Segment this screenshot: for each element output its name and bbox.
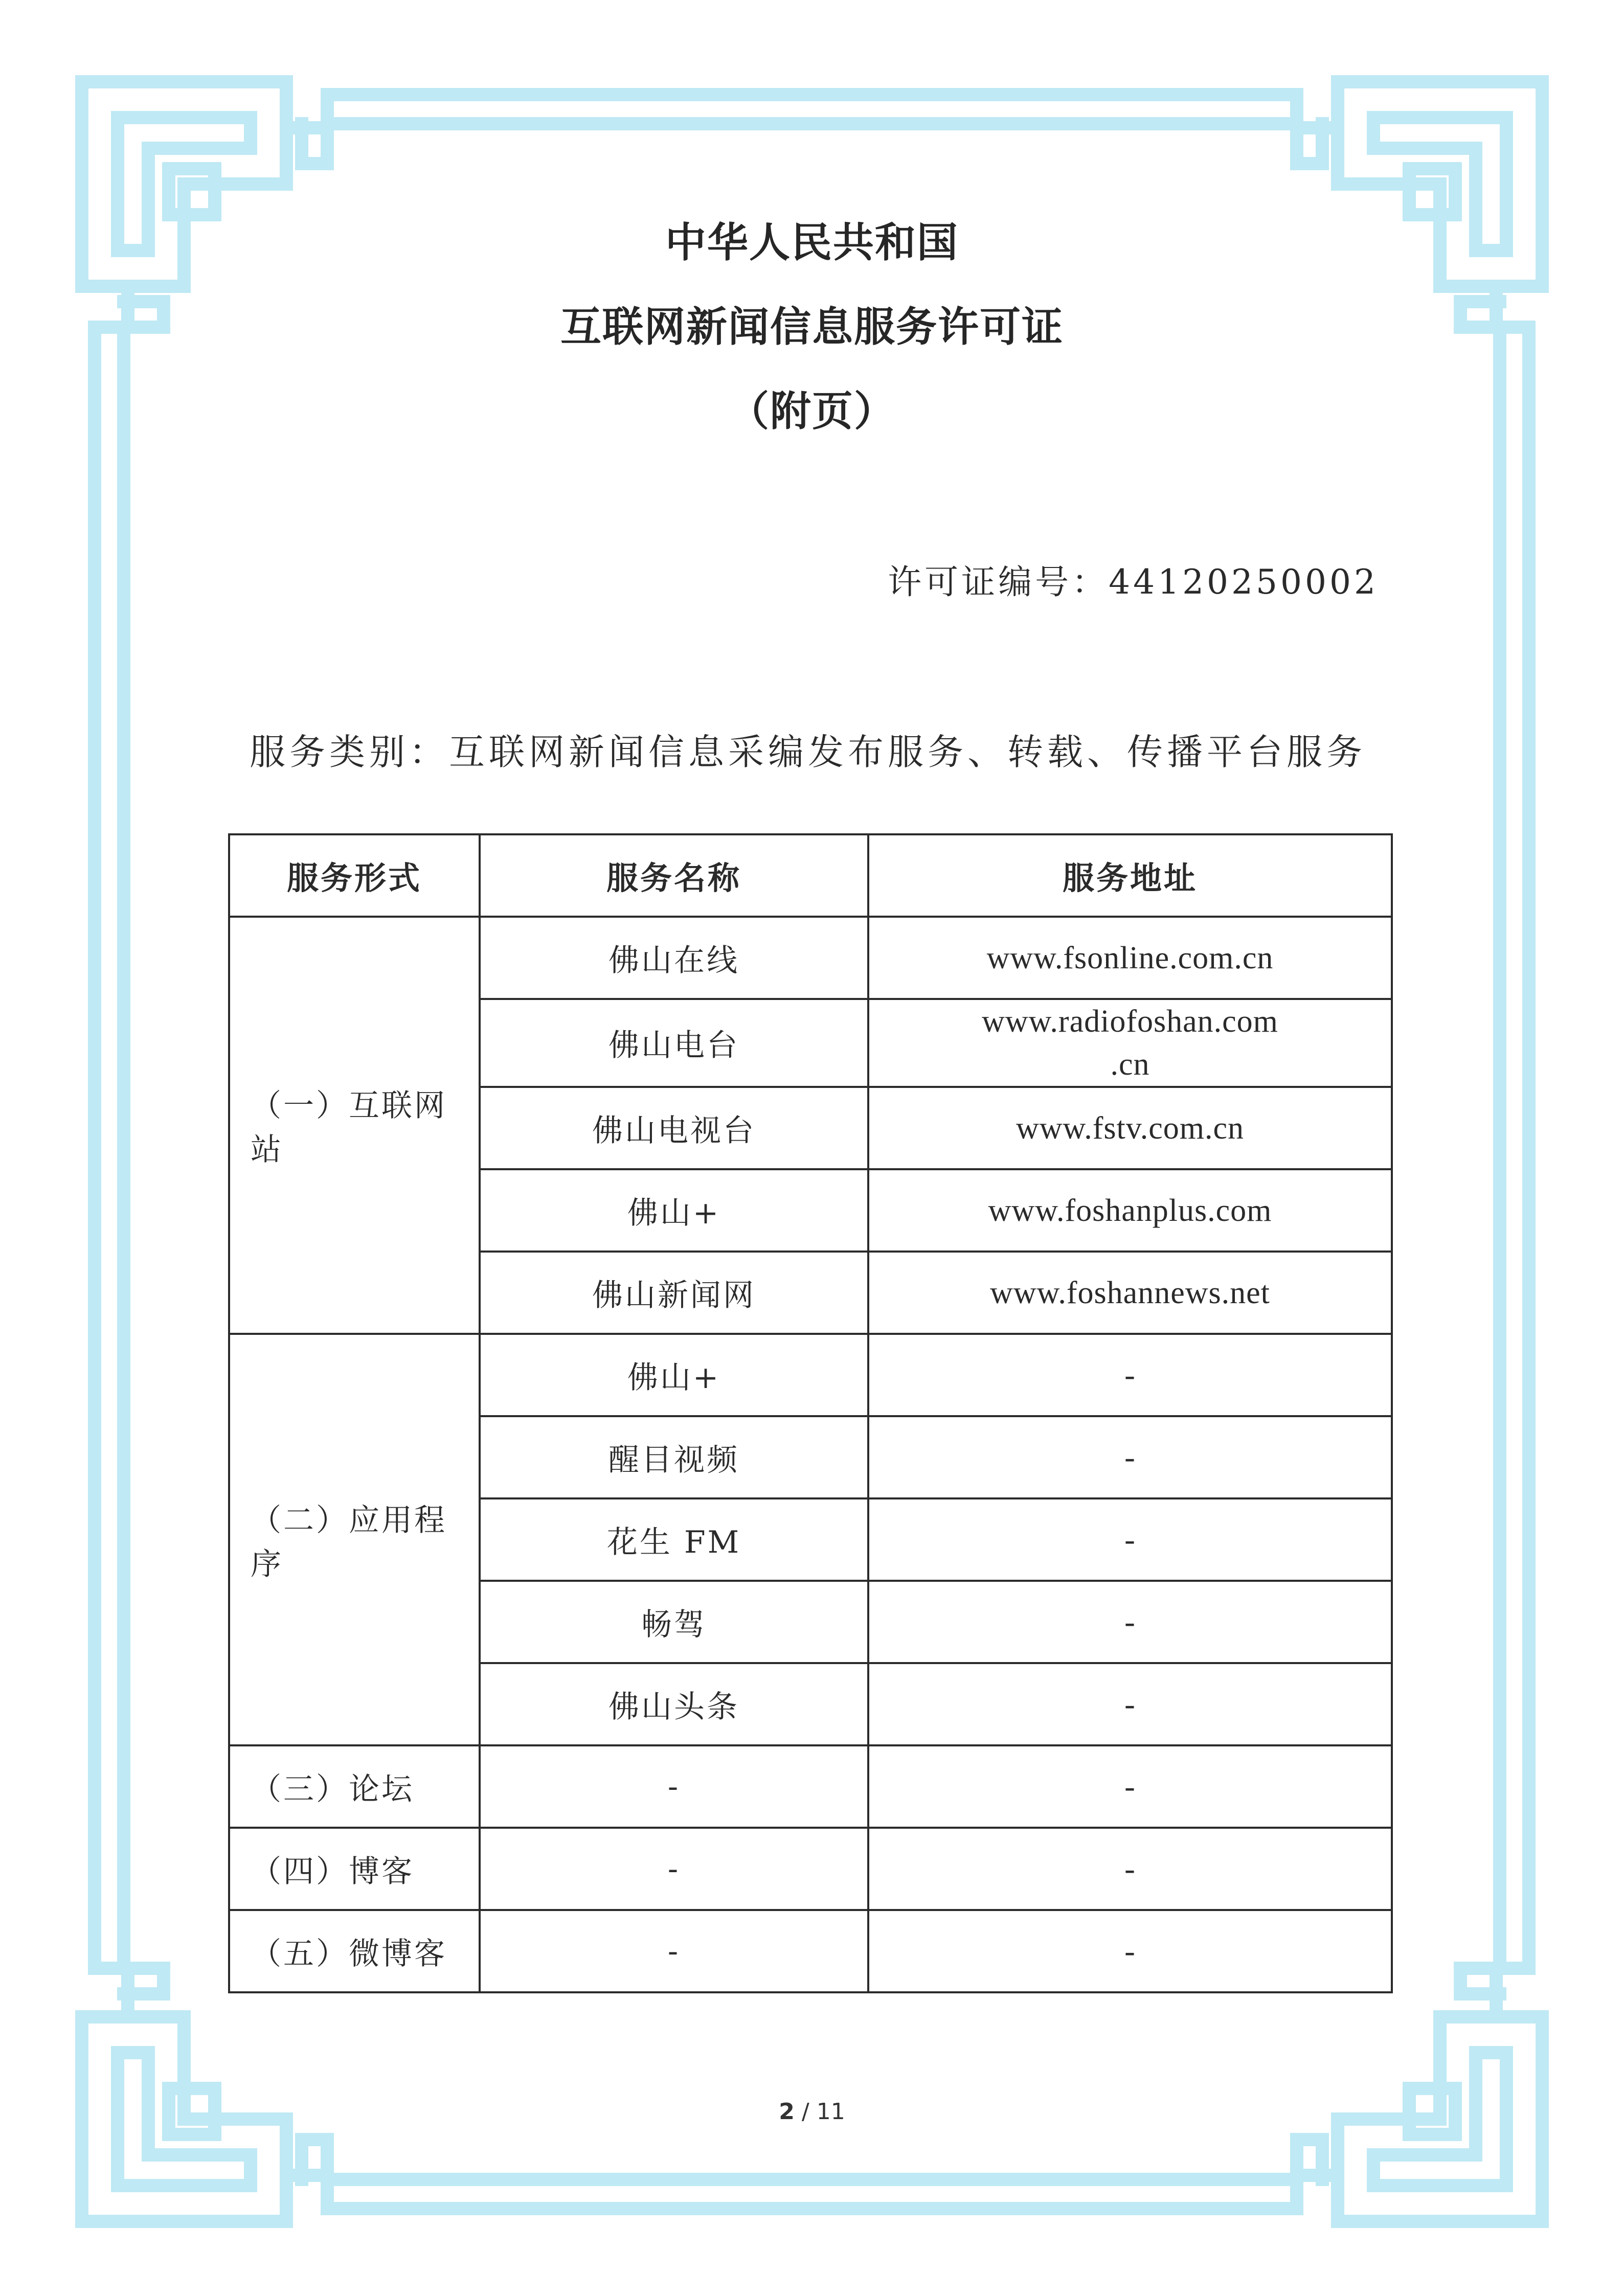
service-address: www.foshanplus.com <box>868 1169 1392 1252</box>
service-name: 佛山+ <box>480 1334 868 1416</box>
service-address: www.fsonline.com.cn <box>868 917 1392 999</box>
table-row <box>229 1334 1392 1416</box>
service-table <box>228 833 1393 1993</box>
service-address <box>868 999 1392 1087</box>
service-name: 花生 FM <box>480 1498 868 1581</box>
service-name: 佛山新闻网 <box>480 1252 868 1334</box>
service-address: - <box>868 1498 1392 1581</box>
service-name: 佛山电台 <box>480 999 868 1087</box>
page-separator: / <box>794 2099 817 2125</box>
service-address: - <box>868 1828 1392 1910</box>
table-header-row <box>229 834 1392 917</box>
service-form-microblog: （五）微博客 <box>229 1910 480 1992</box>
page-total: 11 <box>816 2099 845 2125</box>
service-form-blog: （四）博客 <box>229 1828 480 1910</box>
service-form-forum: （三）论坛 <box>229 1745 480 1828</box>
header-service-form: 服务形式 <box>229 834 480 917</box>
document-title-country: 中华人民共和国 <box>665 219 959 266</box>
service-address: - <box>868 1581 1392 1663</box>
service-name: - <box>480 1828 868 1910</box>
document-title-license: 互联网新闻信息服务许可证 <box>560 303 1064 351</box>
service-address: - <box>868 1416 1392 1498</box>
service-name: 佛山头条 <box>480 1663 868 1745</box>
service-form-websites: （一）互联网站 <box>229 917 480 1334</box>
service-address-line2: .cn <box>1110 1047 1150 1082</box>
service-address: www.fstv.com.cn <box>868 1087 1392 1169</box>
service-address: www.foshannews.net <box>868 1252 1392 1334</box>
service-address: - <box>868 1334 1392 1416</box>
table-row <box>229 917 1392 999</box>
service-form-apps: （二）应用程序 <box>229 1334 480 1745</box>
table-row <box>229 1828 1392 1910</box>
service-name: 醒目视频 <box>480 1416 868 1498</box>
service-name: - <box>480 1910 868 1992</box>
header-service-address: 服务地址 <box>868 834 1392 917</box>
service-address-line1: www.radiofoshan.com <box>982 1004 1278 1039</box>
service-category: 服务类别：互联网新闻信息采编发布服务、转载、传播平台服务 <box>250 731 1366 773</box>
service-name: 畅驾 <box>480 1581 868 1663</box>
service-name: 佛山+ <box>480 1169 868 1252</box>
header-service-name: 服务名称 <box>480 834 868 917</box>
document-title-appendix: （附页） <box>728 388 896 435</box>
table-row <box>229 1745 1392 1828</box>
page-current: 2 <box>779 2099 795 2125</box>
table-row <box>229 1910 1392 1992</box>
service-name: - <box>480 1745 868 1828</box>
service-address: - <box>868 1663 1392 1745</box>
service-address: - <box>868 1745 1392 1828</box>
license-number: 许可证编号：44120250002 <box>888 562 1379 602</box>
service-address: - <box>868 1910 1392 1992</box>
service-name: 佛山在线 <box>480 917 868 999</box>
service-name: 佛山电视台 <box>480 1087 868 1169</box>
page-number <box>0 2099 1624 2125</box>
